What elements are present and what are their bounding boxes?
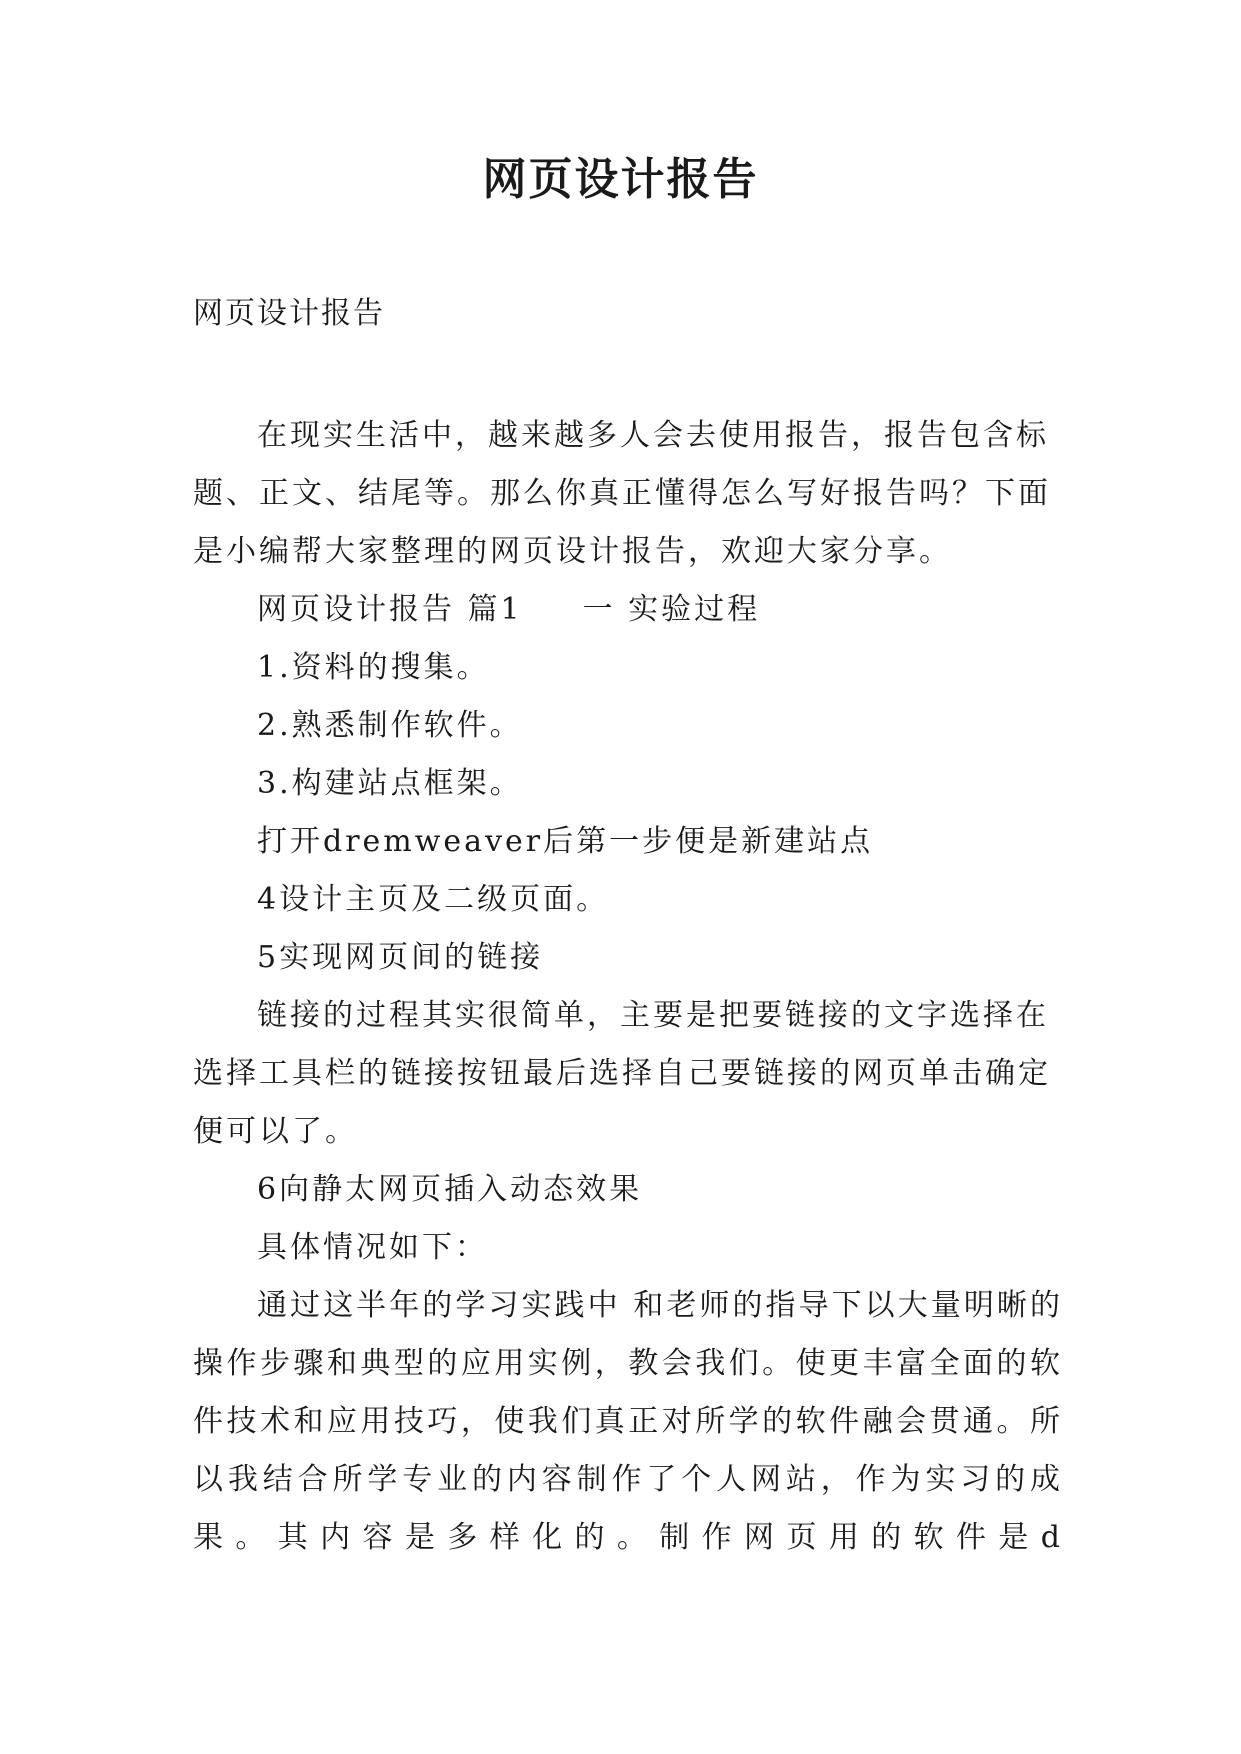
section-heading-right: 一 实验过程 [582, 592, 761, 627]
intro-paragraph: 在现实生活中，越来越多人会去使用报告，报告包含标题、正文、结尾等。那么你真正懂得怎么写好报告吗？下面是小编帮大家整理的网页设计报告，欢迎大家分享。 [193, 418, 1051, 569]
body-paragraph: 通过这半年的学习实践中 和老师的指导下以大量明晰的操作步骤和典型的应用实例，教会我们。使更丰富全面的软件技术和应用技巧，使我们真正对所学的软件融会贯通。所以我结合所学专业的内容制作了个人网站，作为实习的成果。其内容是多样化的。制作网页用的软件是d [193, 1288, 1063, 1555]
list-item: 4设计主页及二级页面。 [257, 882, 610, 917]
section-heading [193, 581, 1063, 639]
list-item: 5实现网页间的链接 [257, 940, 544, 975]
document-body [193, 407, 1063, 1567]
list-item: 6向静太网页插入动态效果 [257, 1172, 643, 1207]
page-title: 网页设计报告 [482, 154, 759, 205]
list-item: 1.资料的搜集。 [257, 650, 490, 685]
body-paragraph: 具体情况如下： [257, 1230, 488, 1265]
list-item: 3.构建站点框架。 [257, 766, 523, 801]
document-subtitle: 网页设计报告 [193, 296, 385, 331]
body-paragraph: 打开dremweaver后第一步便是新建站点 [257, 824, 874, 859]
section-heading-left: 网页设计报告 篇1 [257, 592, 523, 627]
list-item: 2.熟悉制作软件。 [257, 708, 523, 743]
body-paragraph: 链接的过程其实很简单，主要是把要链接的文字选择在选择工具栏的链接按钮最后选择自己要链接的网页单击确定便可以了。 [193, 998, 1051, 1149]
